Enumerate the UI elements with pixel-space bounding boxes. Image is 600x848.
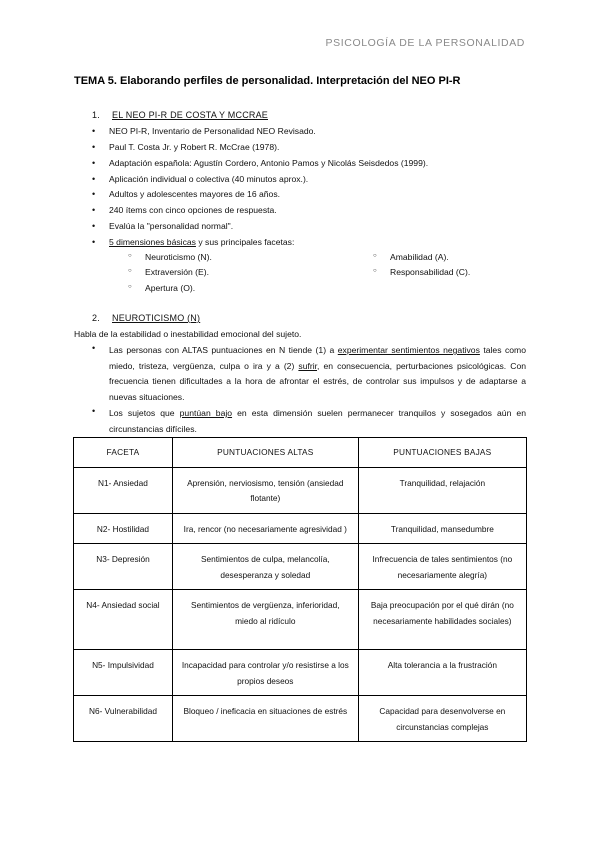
section-1-number: 1. [92, 110, 100, 120]
facet-cell: N5- Impulsividad [74, 650, 173, 696]
section-2-heading [92, 313, 200, 323]
table-row [74, 650, 527, 696]
low-score-cell: Tranquilidad, relajación [358, 467, 526, 513]
document-page: PSICOLOGÍA DE LA PERSONALIDAD TEMA 5. Elaborando perfiles de personalidad. Interpretación del NEO PI-R 1. EL NEO PI-R DE COSTA Y MCCRAE NEO PI-R, Inventario de Personalidad NEO Revisado. Paul T. Costa Jr. y Robert R. McCrae (1978). Adaptación española: Agustín Cordero, Antonio Pamos y Nicolás Seisdedos (1999). Aplicación individual o colectiva (40 minutos aprox.). Adultos y adolescentes mayores de 16 años. 240 ítems con cinco opciones de respuesta. Evalúa la "personalidad normal". 5 dimensiones básicas y sus principales facetas: ○ Neuroticismo (N). ○ Extraversión (E). ○ Apertura (O). ○ Amabilidad (A). ○ Responsabilidad (C). 2. NEUROTICISMO (N) Habla de la estabilidad o inestabilidad emocional del sujeto. • Las personas con ALTAS puntuaciones en N tiende (1) a experimentar sentimientos negativos tales como miedo, tristeza, vergüenza, culpa o ira y a (2) sufrir, en consecuencia, perturbaciones psicológicas. Con frecuencia tienen dificultades a la hora de afrontar el estrés, de controlar sus impulsos y de adaptarse a nuevas situaciones. • Los sujetos que puntúan bajo en esta dimensión suelen permanecer tranquilos y sosegados aún en circunstancias difíciles. FACETA PUNTUACIONES ALTAS PUNTUACIONES BAJAS N1- Ansiedad Aprensión, nerviosismo, tensión (ansiedad flotante) Tranquilidad, relajación N2- Hostilidad Ira, rencor (no necesariamente agresividad ) Tranquilidad, mansedumbre N3- Depresión Sentimientos de culpa, melancolía, desesperanza y soledad Infrecuencia de tales sentimientos (no necesariamente alegría) N4- Ansiedad social Sentimientos de vergüenza, inferioridad, miedo al ridículo Baja preocupación por el qué dirán (no necesariamente habilidades sociales) N5- Impulsividad Incapacidad para controlar y/o resistirse a los propios deseos Alta tolerancia a la frustración N6- Vulnerabilidad Bloqueo / ineficacia en situaciones de estrés Capacidad para desenvolverse en circunstancias complejas [0, 0, 600, 848]
table-row [74, 696, 527, 742]
facet-cell: N3- Depresión [74, 544, 173, 590]
paragraph-high-scores: Las personas con ALTAS puntuaciones en N tiende (1) a experimentar sentimientos negativos tales como miedo, tristeza, vergüenza, culpa o ira y a (2) sufrir, en consecuencia, perturbaciones psicológicas. Con frecuencia tienen dificultades a la hora de afrontar el estrés, de controlar sus impulsos y de adaptarse a nuevas situaciones. [109, 345, 527, 402]
bullet-dot: • [92, 406, 96, 416]
table-row [74, 513, 527, 544]
facet-cell: N4- Ansiedad social [74, 590, 173, 650]
column-header: PUNTUACIONES ALTAS [172, 438, 358, 468]
facets-table [73, 437, 527, 742]
paragraph-low-scores: Los sujetos que puntúan bajo en esta dimensión suelen permanecer tranquilos y sosegados aún en circunstancias difíciles. [109, 408, 526, 434]
section-1-heading [92, 110, 268, 120]
facet-cell: N1- Ansiedad [74, 467, 173, 513]
dimension-item: ○ Neuroticismo (N). [145, 252, 212, 262]
high-score-cell: Aprensión, nerviosismo, tensión (ansiedad flotante) [172, 467, 358, 513]
column-header: FACETA [74, 438, 173, 468]
dimension-item: ○ Amabilidad (A). [390, 252, 449, 262]
table-header-row [74, 438, 527, 468]
section-2-title: NEUROTICISMO (N) [112, 313, 201, 323]
low-score-cell: Infrecuencia de tales sentimientos (no necesariamente alegría) [358, 544, 526, 590]
section-2-intro: Habla de la estabilidad o inestabilidad emocional del sujeto. [74, 329, 302, 339]
low-score-cell: Baja preocupación por el qué dirán (no necesariamente habilidades sociales) [358, 590, 526, 650]
table-row [74, 590, 527, 650]
suffer-link: sufrir [298, 360, 318, 371]
column-header: PUNTUACIONES BAJAS [358, 438, 526, 468]
low-score-link: puntúan bajo [179, 408, 233, 418]
low-score-cell: Tranquilidad, mansedumbre [358, 513, 526, 544]
bullet-dot: • [92, 343, 96, 353]
high-score-cell: Sentimientos de culpa, melancolía, desesperanza y soledad [172, 544, 358, 590]
document-title: TEMA 5. Elaborando perfiles de personalidad. Interpretación del NEO PI-R [74, 75, 461, 87]
table-row [74, 544, 527, 590]
high-score-cell: Sentimientos de vergüenza, inferioridad, miedo al ridículo [172, 590, 358, 650]
table-row [74, 467, 527, 513]
dimension-item: ○ Extraversión (E). [145, 267, 209, 277]
section-1-title: EL NEO PI-R DE COSTA Y MCCRAE [112, 110, 269, 120]
section-2-number: 2. [92, 313, 100, 323]
high-score-cell: Ira, rencor (no necesariamente agresividad ) [172, 513, 358, 544]
facet-cell: N2- Hostilidad [74, 513, 173, 544]
high-score-cell: Bloqueo / ineficacia en situaciones de estrés [172, 696, 358, 742]
dimension-item: ○ Responsabilidad (C). [390, 267, 470, 277]
facet-cell: N6- Vulnerabilidad [74, 696, 173, 742]
dimension-item: ○ Apertura (O). [145, 283, 195, 293]
high-score-cell: Incapacidad para controlar y/o resistirse a los propios deseos [172, 650, 358, 696]
running-header: PSICOLOGÍA DE LA PERSONALIDAD [325, 37, 525, 49]
dimensions-link: 5 dimensiones básicas [109, 237, 196, 247]
low-score-cell: Alta tolerancia a la frustración [358, 650, 526, 696]
negative-feelings-link: experimentar sentimientos negativos [337, 345, 480, 355]
low-score-cell: Capacidad para desenvolverse en circunstancias complejas [358, 696, 526, 742]
